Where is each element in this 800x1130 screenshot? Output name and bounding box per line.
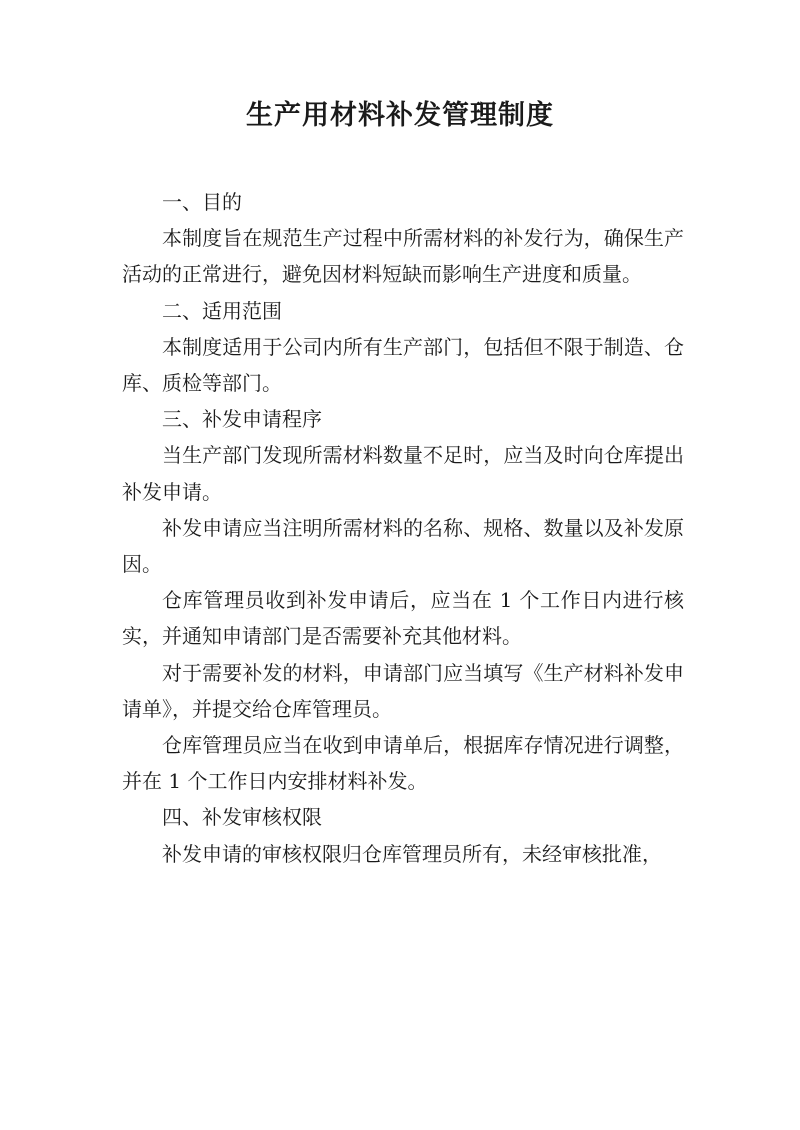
paragraph-procedure-2: 补发申请应当注明所需材料的名称、规格、数量以及补发原因。 [122,515,684,577]
section-heading-purpose: 一、目的 [162,190,242,214]
section-heading-authority: 四、补发审核权限 [162,805,322,830]
section-heading-scope: 二、适用范围 [162,298,282,323]
paragraph-procedure-5: 仓库管理员应当在收到申请单后，根据库存情况进行调整，并在 1 个工作日内安排材料补发。 [122,733,684,794]
paragraph-purpose: 本制度旨在规范生产过程中所需材料的补发行为，确保生产活动的正常进行，避免因材料短缺而影响生产进度和质量。 [122,226,684,287]
document-title: 生产用材料补发管理制度 [246,100,554,131]
section-heading-procedure: 三、补发申请程序 [162,407,322,432]
paragraph-procedure-3: 仓库管理员收到补发申请后，应当在 1 个工作日内进行核实，并通知申请部门是否需要补充其他材料。 [122,588,684,649]
document-body [122,184,684,872]
paragraph-scope: 本制度适用于公司内所有生产部门，包括但不限于制造、仓库、质检等部门。 [122,334,684,396]
paragraph-procedure-4: 对于需要补发的材料，申请部门应当填写《生产材料补发申请单》，并提交给仓库管理员。 [122,660,684,721]
paragraph-authority: 补发申请的审核权限归仓库管理员所有，未经审核批准， [162,841,662,866]
paragraph-procedure-1: 当生产部门发现所需材料数量不足时，应当及时向仓库提出补发申请。 [122,443,684,504]
